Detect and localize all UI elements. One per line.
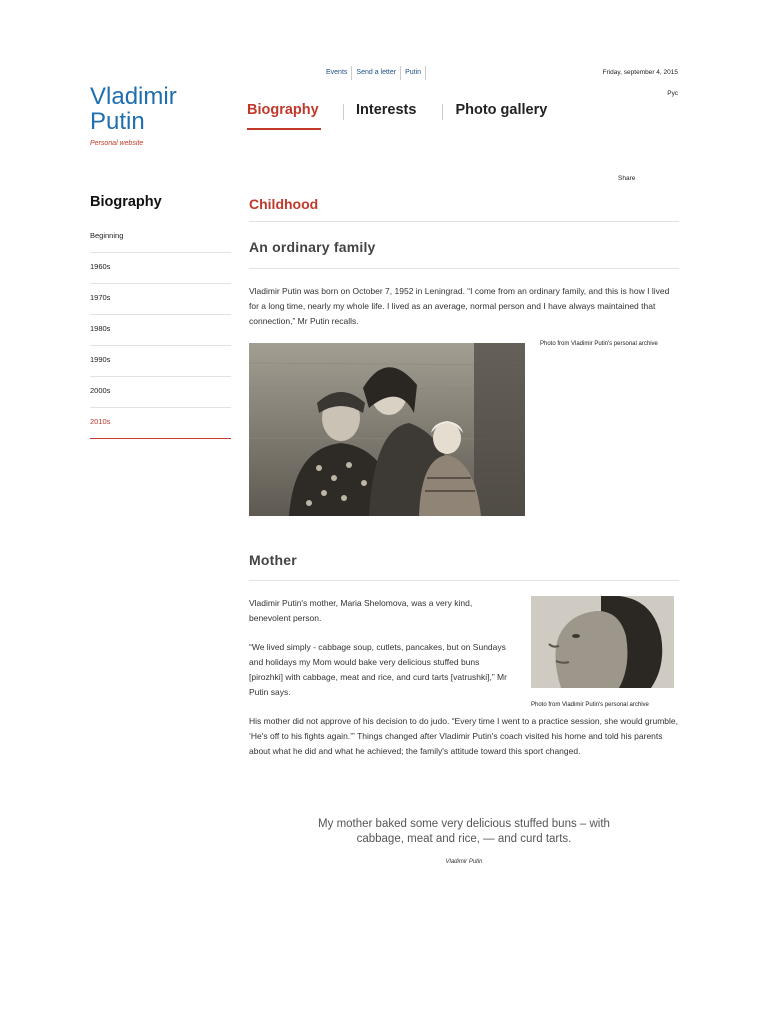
language-switch[interactable]: Рус	[667, 90, 678, 97]
family-paragraph: Vladimir Putin was born on October 7, 1952 in Leningrad. “I come from an ordinary family, and this is how I lived for a long time, nearly my whole life. I lived as an average, normal person and I have always maintained that connection,” Mr Putin recalls.	[249, 286, 670, 326]
divider	[249, 268, 679, 269]
sidebar-nav	[90, 222, 231, 439]
mother-heading: Mother	[249, 552, 297, 568]
sidebar-title: Biography	[90, 194, 162, 210]
sidebar-item-2010s[interactable]: 2010s	[90, 408, 231, 439]
family-photo-image	[249, 343, 525, 516]
nav-divider	[343, 104, 344, 120]
sidebar-item-beginning[interactable]: Beginning	[90, 222, 231, 253]
nav-divider	[442, 104, 443, 120]
current-date: Friday, september 4, 2015	[602, 69, 678, 76]
quote-author: Vladimir Putin	[445, 859, 483, 865]
sidebar-item-2000s[interactable]: 2000s	[90, 377, 231, 408]
sidebar-item-1990s[interactable]: 1990s	[90, 346, 231, 377]
sidebar-item-1970s[interactable]: 1970s	[90, 284, 231, 315]
quote-text: My mother baked some very delicious stuffed buns – with cabbage, meat and rice, — and curd tarts.	[318, 818, 610, 845]
mother-photo[interactable]	[531, 596, 674, 688]
mother-paragraph-1: Vladimir Putin's mother, Maria Shelomova, was a very kind, benevolent person.	[249, 598, 473, 623]
main-nav	[247, 102, 547, 130]
divider	[249, 221, 679, 222]
photo-caption: Photo from Vladimir Putin's personal archive	[540, 341, 658, 347]
events-link[interactable]: Events	[322, 66, 352, 80]
site-title[interactable]: Vladimir Putin	[90, 83, 177, 135]
site-subtitle: Personal website	[90, 140, 144, 147]
top-links	[322, 66, 426, 80]
nav-photo-gallery[interactable]: Photo gallery	[455, 102, 548, 118]
putin-link[interactable]: Putin	[401, 66, 426, 80]
sidebar-item-1980s[interactable]: 1980s	[90, 315, 231, 346]
divider	[249, 580, 679, 581]
section-title: Childhood	[249, 196, 319, 212]
share-button[interactable]: Share	[618, 175, 636, 182]
photo-caption: Photo from Vladimir Putin's personal archive	[531, 702, 649, 708]
family-photo[interactable]	[249, 343, 525, 516]
sidebar-item-1960s[interactable]: 1960s	[90, 253, 231, 284]
nav-interests[interactable]: Interests	[356, 102, 417, 118]
family-heading: An ordinary family	[249, 239, 376, 255]
nav-biography[interactable]: Biography	[247, 102, 321, 130]
mother-paragraph-2: “We lived simply - cabbage soup, cutlets, pancakes, but on Sundays and holidays my Mom would bake very delicious stuffed buns [pirozhki] with cabbage, meat and rice, and curd tarts [vatrushki],” Mr Putin says.	[249, 642, 507, 697]
mother-photo-image	[531, 596, 674, 688]
send-letter-link[interactable]: Send a letter	[352, 66, 401, 80]
mother-paragraph-3: His mother did not approve of his decision to do judo. “Every time I went to a practice session, she would grumble, ‘He's off to his fights again.’” Things changed after Vladimir Putin's coach visited his home and told his parents about what he did and what he achieved; the family's attitude toward this sport changed.	[249, 716, 678, 756]
